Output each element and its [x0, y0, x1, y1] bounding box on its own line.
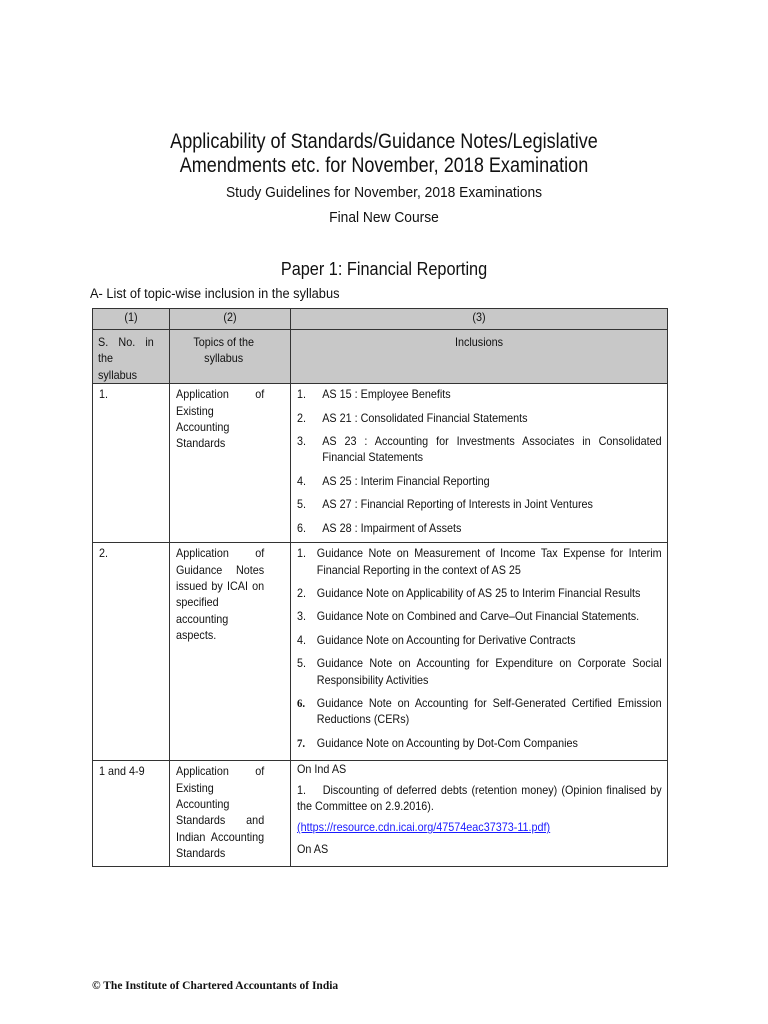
list-item: 7. Guidance Note on Accounting by Dot-Com Companies	[297, 735, 578, 750]
col-number-2: (2)	[223, 310, 237, 324]
inclusion-list	[297, 545, 662, 751]
opinion-link[interactable]: (https://resource.cdn.icai.org/47574eac37373-11.pdf)	[297, 820, 551, 835]
row-topic: Application of Existing Accounting Standards	[176, 387, 265, 451]
row-sno: 1 and 4-9	[99, 764, 145, 779]
list-item: 4. Guidance Note on Accounting for Derivative Contracts	[297, 632, 576, 647]
table-row	[93, 543, 668, 761]
row-sno: 2.	[99, 546, 109, 561]
table-header	[93, 330, 668, 384]
copyright-footer: © The Institute of Chartered Accountants of India	[92, 980, 339, 992]
table-row	[93, 761, 668, 867]
document-title-line2: Amendments etc. for November, 2018 Examination	[179, 154, 589, 177]
list-item: 5. Guidance Note on Accounting for Expenditure on Corporate Social Responsibility Activities	[297, 656, 662, 687]
list-item: 5. AS 27 : Financial Reporting of Interests in Joint Ventures	[297, 497, 593, 512]
syllabus-table	[92, 308, 668, 867]
list-item: 1. AS 15 : Employee Benefits	[297, 387, 451, 402]
section-title: A- List of topic-wise inclusion in the syllabus	[90, 286, 340, 301]
col-header-inclusions: Inclusions	[454, 335, 504, 349]
list-item: 3. AS 23 : Accounting for Investments Associates in Consolidated Financial Statements	[297, 434, 662, 465]
list-item: 3. Guidance Note on Combined and Carve–Out Financial Statements.	[297, 609, 640, 624]
list-item: 1. Guidance Note on Measurement of Income Tax Expense for Interim Financial Reporting in the context of AS 25	[297, 546, 662, 577]
row-topic: Application of Existing Accounting Standards and Indian Accounting Standards	[176, 764, 265, 861]
course-label: Final New Course	[329, 209, 439, 226]
row-sno: 1.	[99, 387, 109, 402]
table-header-numbers	[93, 309, 668, 330]
col-header-topics: Topics of the syllabus	[193, 335, 255, 366]
row-topic: Application of Guidance Notes issued by ICAI on specified accounting aspects.	[176, 546, 265, 643]
paper-title: Paper 1: Financial Reporting	[280, 258, 488, 279]
inclusion-list	[297, 386, 662, 536]
table-row	[93, 384, 668, 543]
col-number-1: (1)	[124, 310, 138, 324]
col-header-sno: S. No. in the syllabus	[98, 335, 154, 382]
list-item: 6. Guidance Note on Accounting for Self-Generated Certified Emission Reductions (CERs)	[297, 696, 662, 727]
document-subtitle: Study Guidelines for November, 2018 Examinations	[225, 184, 543, 201]
opinion-item: 1. Discounting of deferred debts (retention money) (Opinion finalised by the Committee on 2.9.2016).	[297, 782, 662, 814]
list-item: 2. AS 21 : Consolidated Financial Statements	[297, 410, 528, 425]
col-number-3: (3)	[472, 310, 486, 324]
document-title-line1: Applicability of Standards/Guidance Notes/Legislative	[170, 130, 598, 153]
on-as-label: On AS	[297, 841, 329, 856]
list-item: 2. Guidance Note on Applicability of AS 25 to Interim Financial Results	[297, 586, 641, 601]
list-item: 6. AS 28 : Impairment of Assets	[297, 520, 462, 535]
list-item: 4. AS 25 : Interim Financial Reporting	[297, 473, 490, 488]
on-ind-as-label: On Ind AS	[297, 762, 347, 777]
